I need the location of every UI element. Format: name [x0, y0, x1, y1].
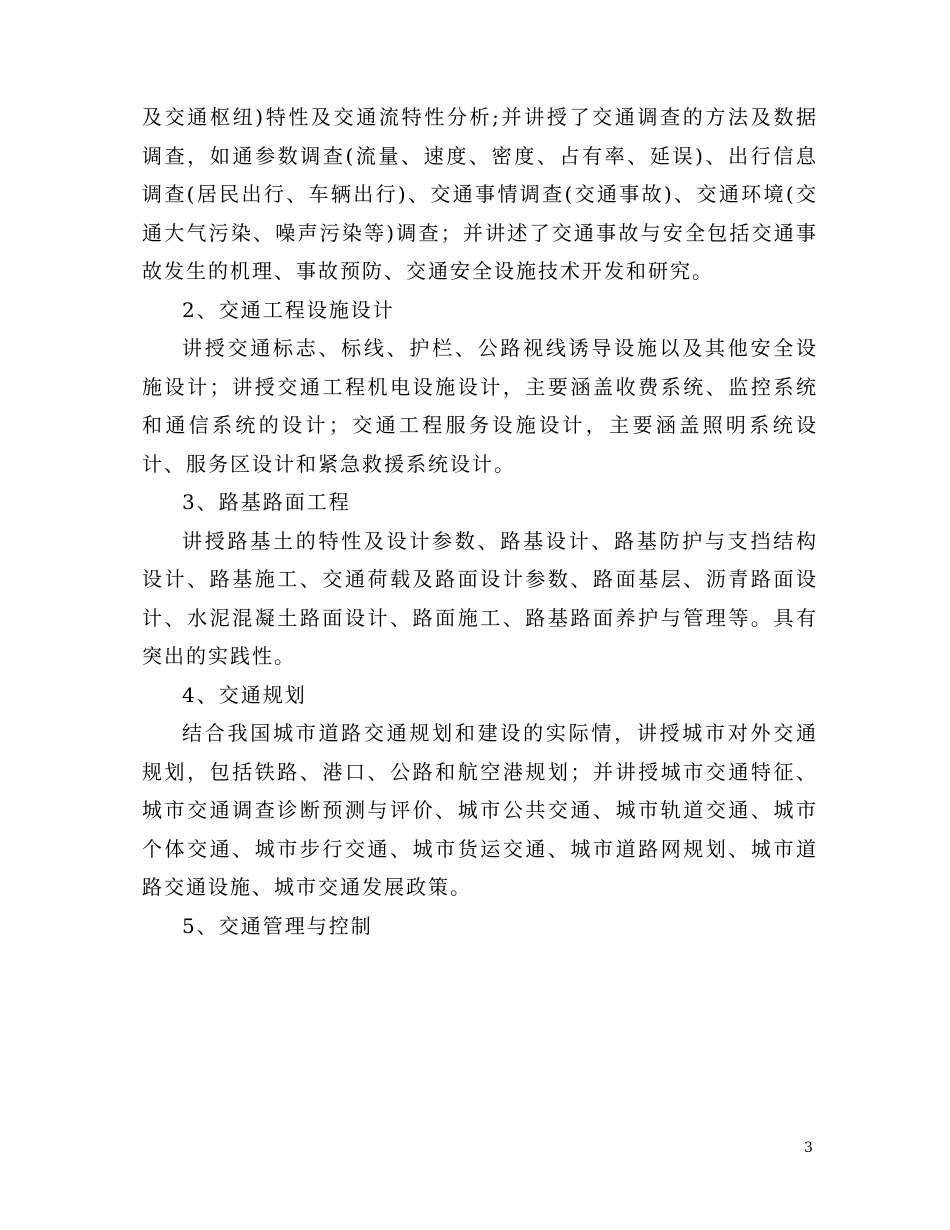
section-heading-traffic-management: 5、交通管理与控制	[182, 913, 373, 938]
paragraph-continuation: 及交通枢纽)特性及交通流特性分析;并讲授了交通调查的方法及数据调查，如通参数调查(流量、速度、密度、占有率、延误)、出行信息调查(居民出行、车辆出行)、交通事情调查(交通事故)、交通环境(交通大气污染、噪声污染等)调查；并讲述了交通事故与安全包括交通事故发生的机理、事故预防、交通安全设施技术开发和研究。	[142, 105, 818, 283]
section-heading-facility-design: 2、交通工程设施设计	[182, 297, 395, 322]
document-page	[142, 98, 818, 945]
page-number: 3	[804, 1140, 813, 1156]
paragraph-subgrade-pavement: 讲授路基土的特性及设计参数、路基设计、路基防护与支挡结构设计、路基施工、交通荷载及路面设计参数、路面基层、沥青路面设计、水泥混凝土路面设计、路面施工、路基路面养护与管理等。具有突出的实践性。	[142, 528, 818, 668]
section-heading-traffic-planning: 4、交通规划	[182, 682, 307, 707]
paragraph-traffic-planning: 结合我国城市道路交通规划和建设的实际情，讲授城市对外交通规划，包括铁路、港口、公路和航空港规划；并讲授城市交通特征、城市交通调查诊断预测与评价、城市公共交通、城市轨道交通、城市个体交通、城市步行交通、城市货运交通、城市道路网规划、城市道路交通设施、城市交通发展政策。	[142, 721, 818, 899]
section-heading-subgrade-pavement: 3、路基路面工程	[182, 490, 351, 514]
paragraph-facility-design: 讲授交通标志、标线、护栏、公路视线诱导设施以及其他安全设施设计；讲授交通工程机电设施设计，主要涵盖收费系统、监控系统和通信系统的设计；交通工程服务设施设计，主要涵盖照明系统设计、服务区设计和紧急救援系统设计。	[142, 336, 818, 476]
